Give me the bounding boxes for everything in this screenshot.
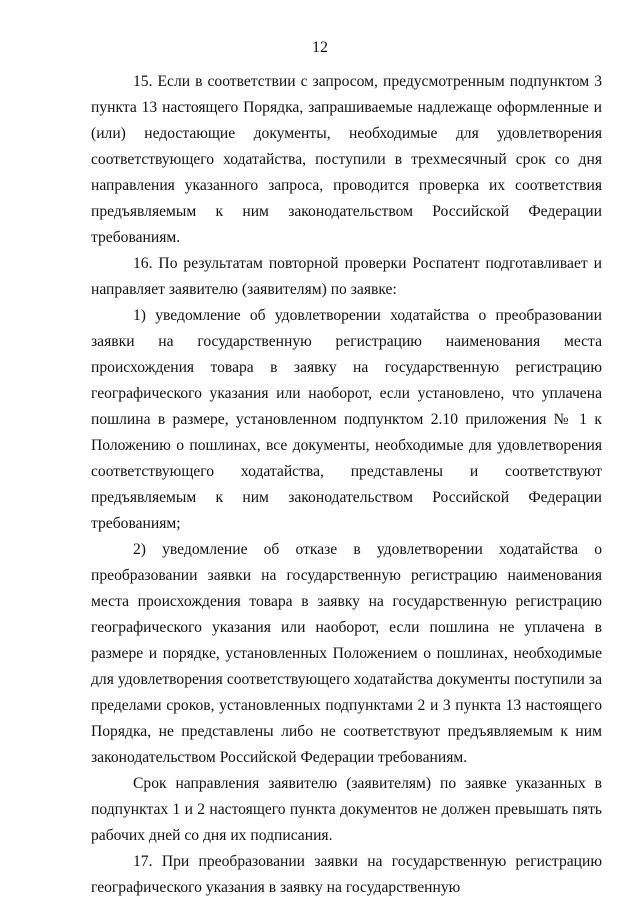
paragraph-15: 15. Если в соответствии с запросом, предусмотренным подпунктом 3 пункта 13 настоящего Порядка, запрашиваемые надлежаще оформленные и (или) недостающие документы, необходимые для удовлетворения соответствующего ходатайства, поступили в трехмесячный срок со дня направления указанного запроса, проводится проверка их соответствия предъявляемым к ним законодательством Российской Федерации требованиям. (91, 73, 602, 246)
paragraph-17: 17. При преобразовании заявки на государственную регистрацию географического указания в заявку на государственную (91, 853, 602, 896)
page-number: 12 (312, 39, 328, 56)
paragraph-16: 16. По результатам повторной проверки Роспатент подготавливает и направляет заявителю (заявителям) по заявке: (91, 255, 602, 298)
paragraph-deadline: Срок направления заявителю (заявителям) по заявке указанных в подпунктах 1 и 2 настоящего пункта документов не должен превышать пять рабочих дней со дня их подписания. (91, 775, 602, 844)
document-body (91, 69, 602, 901)
paragraph-16-item-2: 2) уведомление об отказе в удовлетворении ходатайства о преобразовании заявки на государственную регистрацию наименования места происхождения товара в заявку на государственную регистрацию географического указания или наоборот, если пошлина не уплачена в размере и порядке, установленных Положением о пошлинах, необходимые для удовлетворения соответствующего ходатайства документы поступили за пределами сроков, установленных подпунктами 2 и 3 пункта 13 настоящего Порядка, не представлены либо не соответствуют предъявляемым к ним законодательством Российской Федерации требованиям. (91, 541, 602, 766)
paragraph-16-item-1: 1) уведомление об удовлетворении ходатайства о преобразовании заявки на государственную регистрацию наименования места происхождения товара в заявку на государственную регистрацию географического указания или наоборот, если установлено, что уплачена пошлина в размере, установленном подпунктом 2.10 приложения № 1 к Положению о пошлинах, все документы, необходимые для удовлетворения соответствующего ходатайства, представлены и соответствуют предъявляемым к ним законодательством Российской Федерации требованиям; (91, 307, 602, 532)
